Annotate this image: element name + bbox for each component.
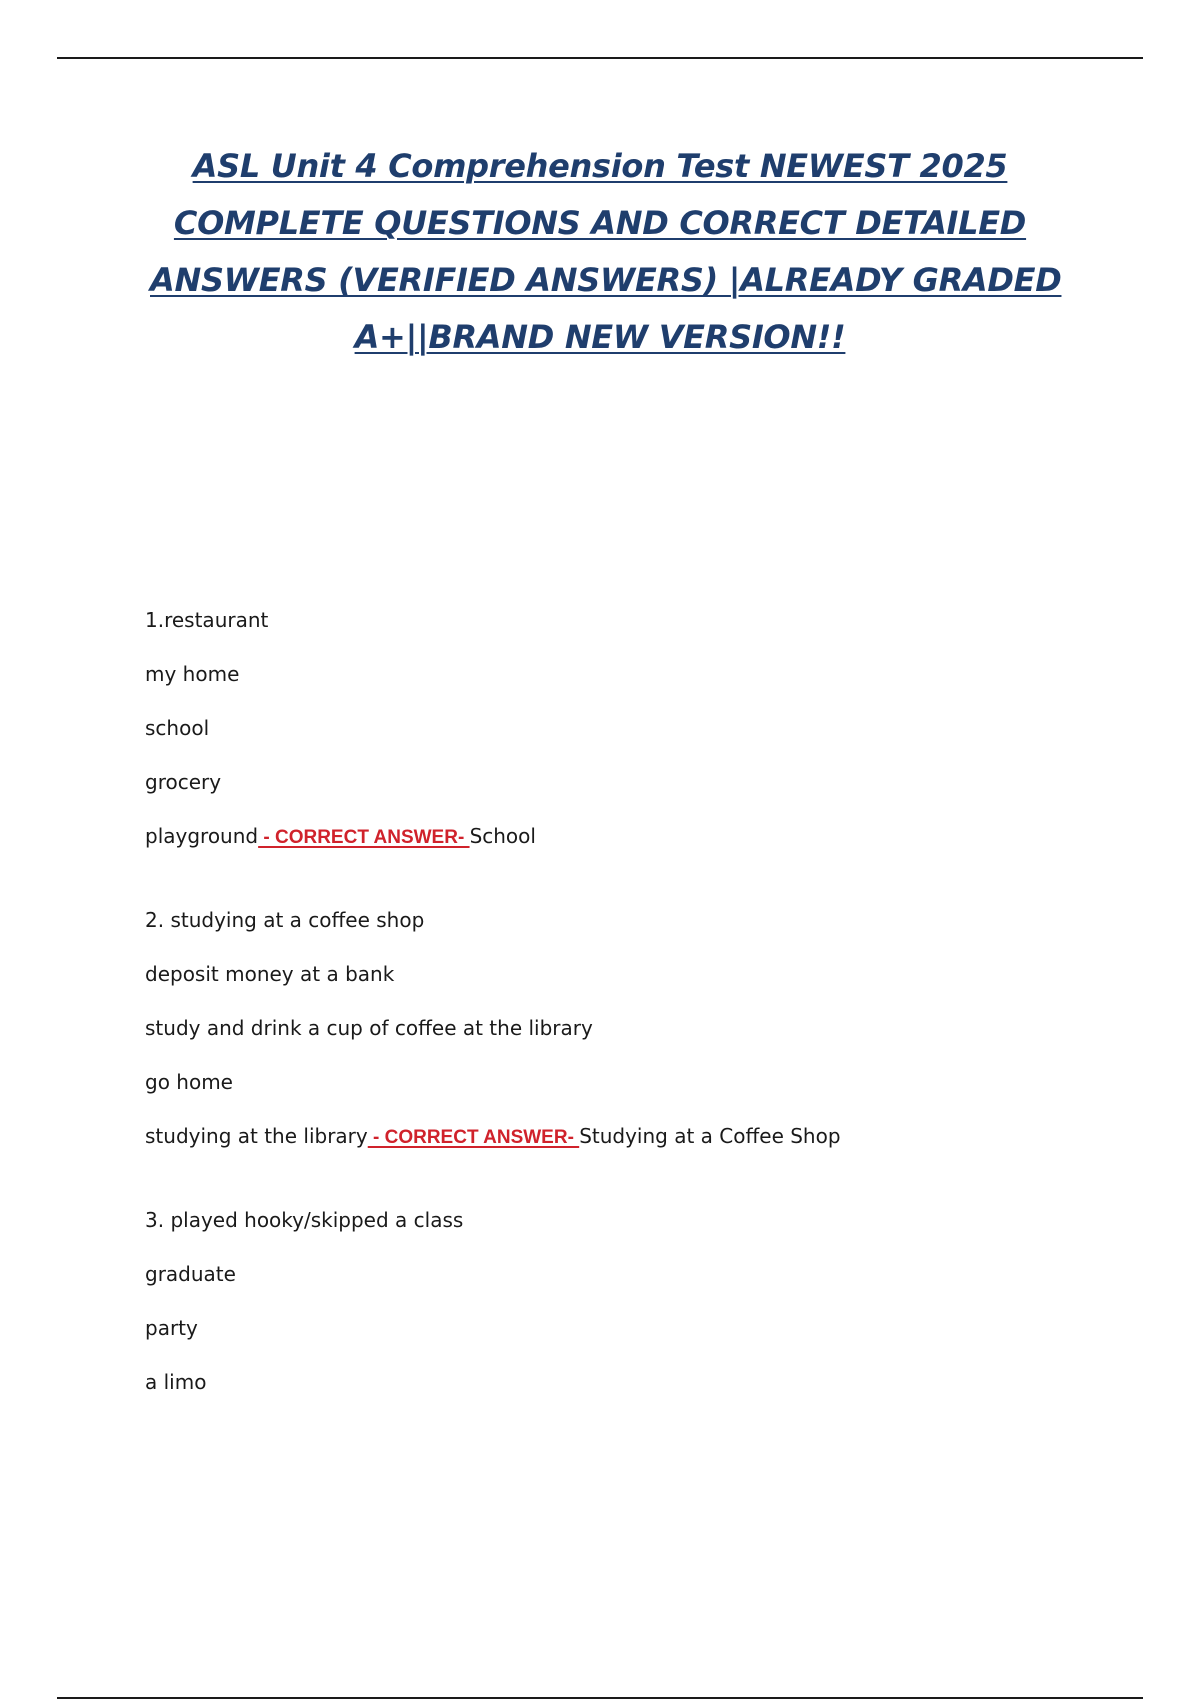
option-text: studying at the library bbox=[145, 1124, 368, 1148]
question-2 bbox=[145, 908, 1105, 1148]
question-2-option: go home bbox=[145, 1070, 233, 1094]
correct-answer-text: School bbox=[469, 824, 536, 848]
question-3-option: a limo bbox=[145, 1370, 207, 1394]
correct-answer-marker: - CORRECT ANSWER- bbox=[258, 827, 470, 848]
question-2-option: study and drink a cup of coffee at the library bbox=[145, 1016, 593, 1040]
question-1 bbox=[145, 608, 1105, 848]
question-1-option: grocery bbox=[145, 770, 222, 794]
question-2-option: deposit money at a bank bbox=[145, 962, 395, 986]
question-1-option: my home bbox=[145, 662, 240, 686]
correct-answer-text: Studying at a Coffee Shop bbox=[579, 1124, 841, 1148]
question-3-prompt: 3. played hooky/skipped a class bbox=[145, 1208, 464, 1232]
document-title bbox=[150, 138, 1062, 366]
title-line-3: ANSWERS (VERIFIED ANSWERS) |ALREADY GRADED bbox=[150, 261, 1062, 299]
title-line-1: ASL Unit 4 Comprehension Test NEWEST 2025 bbox=[192, 147, 1008, 185]
question-3-option: party bbox=[145, 1316, 198, 1340]
footer-rule bbox=[57, 1697, 1143, 1699]
title-line-4: A+||BRAND NEW VERSION!! bbox=[354, 318, 846, 356]
question-3-option: graduate bbox=[145, 1262, 236, 1286]
question-2-last-option bbox=[145, 1124, 1105, 1148]
question-list bbox=[145, 608, 1105, 1454]
header-rule bbox=[57, 57, 1143, 59]
title-line-2: COMPLETE QUESTIONS AND CORRECT DETAILED bbox=[173, 204, 1027, 242]
question-3 bbox=[145, 1208, 1105, 1394]
question-1-prompt: 1.restaurant bbox=[145, 608, 269, 632]
option-text: playground bbox=[145, 824, 259, 848]
question-1-option: school bbox=[145, 716, 210, 740]
question-2-prompt: 2. studying at a coffee shop bbox=[145, 908, 425, 932]
correct-answer-marker: - CORRECT ANSWER- bbox=[367, 1127, 580, 1148]
question-1-last-option bbox=[145, 824, 1105, 848]
